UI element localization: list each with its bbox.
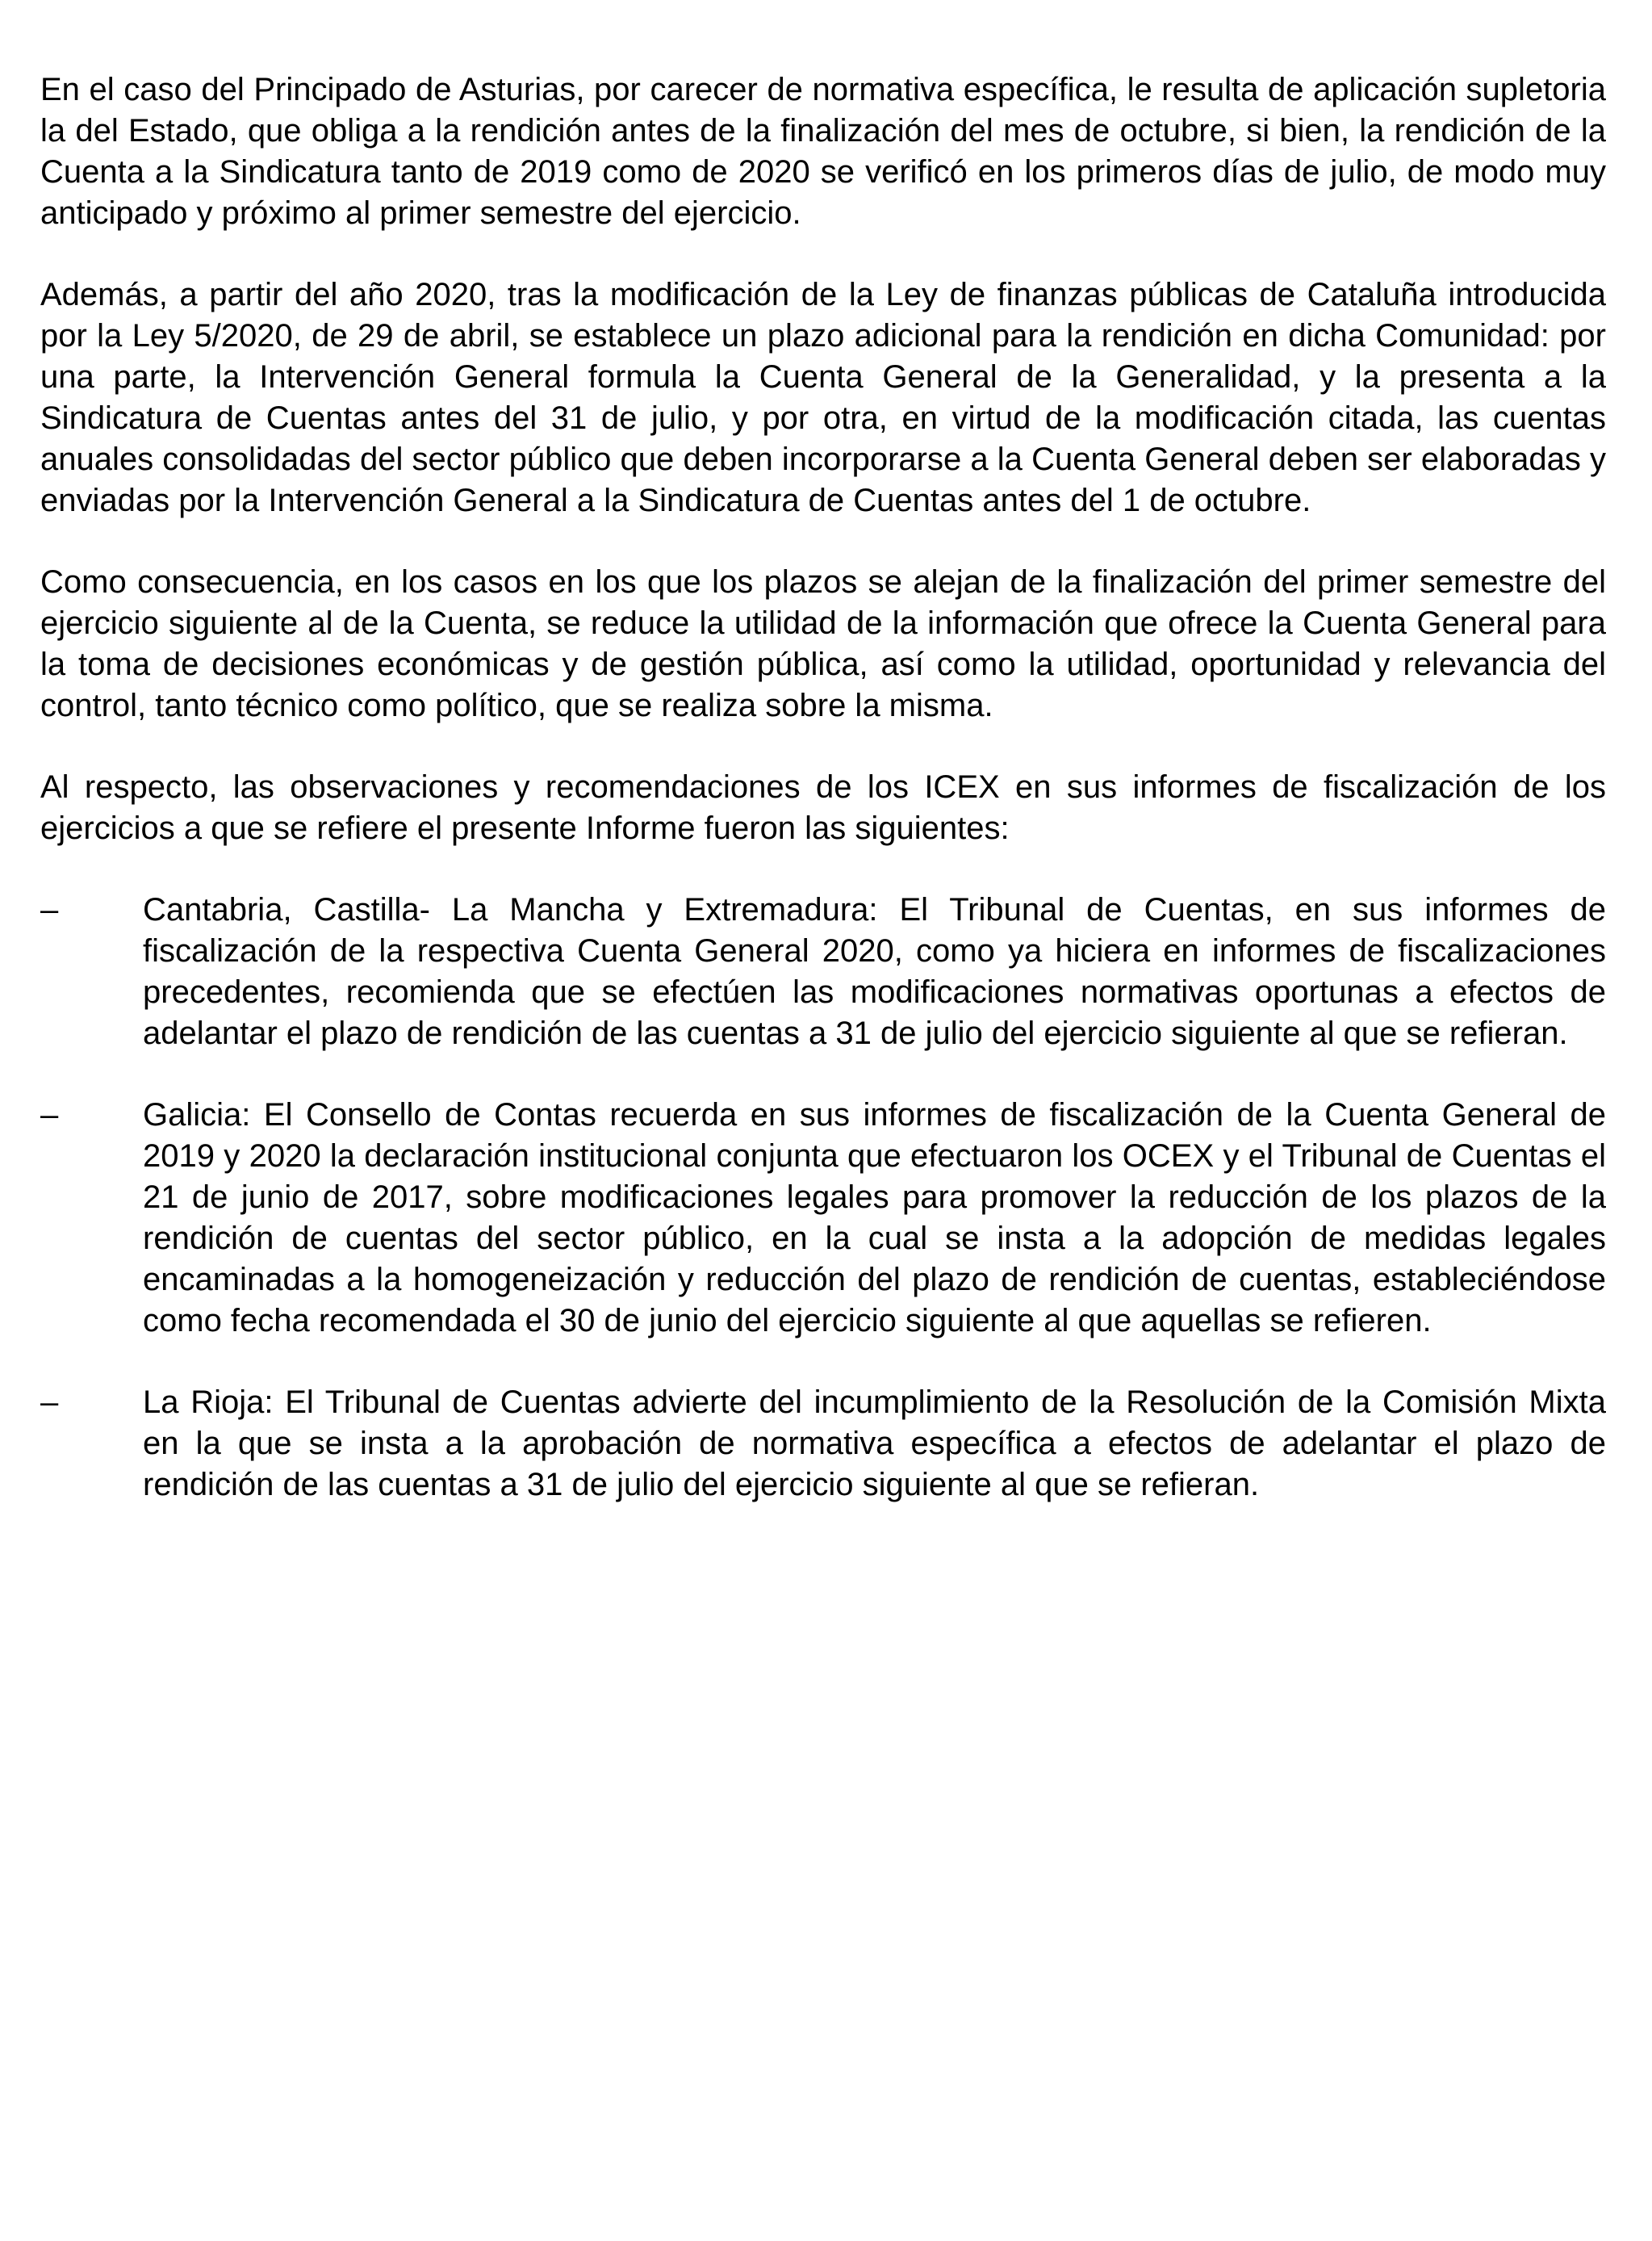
bullet-dash: –	[40, 1384, 59, 1420]
bullet-dash: –	[40, 1097, 59, 1133]
bullet-dash: –	[40, 892, 59, 928]
paragraph-asturias: En el caso del Principado de Asturias, por carecer de normativa específica, le resulta de aplicación supletoria la del Estado, que obliga a la rendición antes de la finalización del mes de octubre, si bien, la rendición de la Cuenta a la Sindicatura tanto de 2019 como de 2020 se verificó en los primeros días de julio, de modo muy anticipado y próximo al primer semestre del ejercicio.	[40, 72, 1606, 231]
paragraph-consecuencia: Como consecuencia, en los casos en los que los plazos se alejan de la finalización del primer semestre del ejercicio siguiente al de la Cuenta, se reduce la utilidad de la información que ofrece la Cuenta General para la toma de decisiones económicas y de gestión pública, así como la utilidad, oportunidad y relevancia del control, tanto técnico como político, que se realiza sobre la misma.	[40, 564, 1606, 723]
paragraph-respecto: Al respecto, las observaciones y recomendaciones de los ICEX en sus informes de fiscalización de los ejercicios a que se refiere el presente Informe fueron las siguientes:	[40, 769, 1606, 846]
list-item-text: Galicia: El Consello de Contas recuerda en sus informes de fiscalización de la Cuenta General de 2019 y 2020 la declaración institucional conjunta que efectuaron los OCEX y el Tribunal de Cuentas el 21 de junio de 2017, sobre modificaciones legales para promover la reducción de los plazos de la rendición de cuentas del sector público, en la cual se insta a la adopción de medidas legales encaminadas a la homogeneización y reducción del plazo de rendición de cuentas, estableciéndose como fecha recomendada el 30 de junio del ejercicio siguiente al que aquellas se refieren.	[143, 1097, 1606, 1338]
list-item-text: La Rioja: El Tribunal de Cuentas advierte del incumplimiento de la Resolución de la Comisión Mixta en la que se insta a la aprobación de normativa específica a efectos de adelantar el plazo de rendición de las cuentas a 31 de julio del ejercicio siguiente al que se refieran.	[143, 1384, 1606, 1502]
document-page	[40, 69, 1606, 1546]
recommendations-list	[40, 890, 1606, 1506]
list-item-galicia	[40, 1095, 1606, 1342]
list-item-text: Cantabria, Castilla- La Mancha y Extremadura: El Tribunal de Cuentas, en sus informes de fiscalización de la respectiva Cuenta General 2020, como ya hiciera en informes de fiscalizaciones precedentes, recomienda que se efectúen las modificaciones normativas oportunas a efectos de adelantar el plazo de rendición de las cuentas a 31 de julio del ejercicio siguiente al que se refieran.	[143, 892, 1606, 1051]
list-item-la-rioja	[40, 1382, 1606, 1506]
paragraph-cataluna: Además, a partir del año 2020, tras la modificación de la Ley de finanzas públicas de Cataluña introducida por la Ley 5/2020, de 29 de abril, se establece un plazo adicional para la rendición en dicha Comunidad: por una parte, la Intervención General formula la Cuenta General de la Generalidad, y la presenta a la Sindicatura de Cuentas antes del 31 de julio, y por otra, en virtud de la modificación citada, las cuentas anuales consolidadas del sector público que deben incorporarse a la Cuenta General deben ser elaboradas y enviadas por la Intervención General a la Sindicatura de Cuentas antes del 1 de octubre.	[40, 277, 1606, 518]
list-item-cantabria	[40, 890, 1606, 1054]
